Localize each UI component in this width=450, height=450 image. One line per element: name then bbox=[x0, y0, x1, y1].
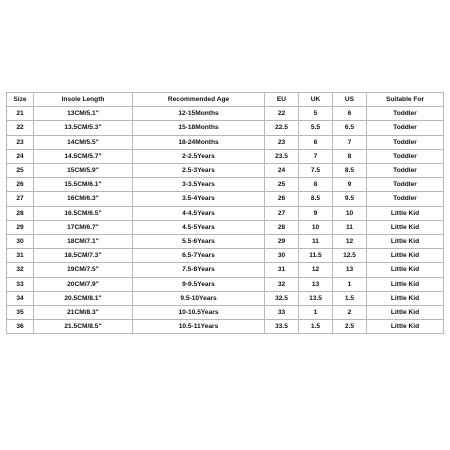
table-row bbox=[7, 178, 444, 192]
insole-length-cell: 19CM/7.5" bbox=[34, 263, 133, 277]
uk-cell: 10 bbox=[299, 220, 333, 234]
recommended-age-cell: 18-24Months bbox=[133, 135, 265, 149]
us-cell: 2.5 bbox=[333, 320, 367, 334]
table-row bbox=[7, 235, 444, 249]
suitable-for-cell: Little Kid bbox=[367, 220, 444, 234]
uk-cell: 9 bbox=[299, 206, 333, 220]
suitable-for-cell: Toddler bbox=[367, 121, 444, 135]
us-cell: 8 bbox=[333, 149, 367, 163]
eu-cell: 23.5 bbox=[265, 149, 299, 163]
table-header-row bbox=[7, 93, 444, 107]
insole-length-cell: 18.5CM/7.3" bbox=[34, 249, 133, 263]
recommended-age-cell: 5.5-6Years bbox=[133, 235, 265, 249]
uk-cell: 7.5 bbox=[299, 164, 333, 178]
eu-cell: 25 bbox=[265, 178, 299, 192]
recommended-age-cell: 9.5-10Years bbox=[133, 291, 265, 305]
us-cell: 10 bbox=[333, 206, 367, 220]
suitable-for-cell: Little Kid bbox=[367, 206, 444, 220]
suitable-for-cell: Toddler bbox=[367, 192, 444, 206]
size-cell: 24 bbox=[7, 149, 34, 163]
suitable-for-cell: Little Kid bbox=[367, 249, 444, 263]
eu-cell: 30 bbox=[265, 249, 299, 263]
suitable-for-cell: Little Kid bbox=[367, 263, 444, 277]
recommended-age-cell: 12-15Months bbox=[133, 107, 265, 121]
us-cell: 11 bbox=[333, 220, 367, 234]
eu-cell: 32.5 bbox=[265, 291, 299, 305]
recommended-age-cell: 10-10.5Years bbox=[133, 306, 265, 320]
size-chart-table bbox=[6, 92, 444, 334]
size-cell: 21 bbox=[7, 107, 34, 121]
uk-cell: 7 bbox=[299, 149, 333, 163]
uk-cell: 12 bbox=[299, 263, 333, 277]
insole-length-cell: 20.5CM/8.1" bbox=[34, 291, 133, 305]
uk-cell: 13 bbox=[299, 277, 333, 291]
recommended-age-cell: 3.5-4Years bbox=[133, 192, 265, 206]
header-insole-length: Insole Length bbox=[34, 93, 133, 107]
eu-cell: 28 bbox=[265, 220, 299, 234]
insole-length-cell: 14.5CM/5.7" bbox=[34, 149, 133, 163]
header-size: Size bbox=[7, 93, 34, 107]
eu-cell: 26 bbox=[265, 192, 299, 206]
insole-length-cell: 13CM/5.1" bbox=[34, 107, 133, 121]
us-cell: 6.5 bbox=[333, 121, 367, 135]
insole-length-cell: 20CM/7.9" bbox=[34, 277, 133, 291]
header-us: US bbox=[333, 93, 367, 107]
header-uk: UK bbox=[299, 93, 333, 107]
us-cell: 12 bbox=[333, 235, 367, 249]
eu-cell: 31 bbox=[265, 263, 299, 277]
recommended-age-cell: 3-3.5Years bbox=[133, 178, 265, 192]
suitable-for-cell: Little Kid bbox=[367, 277, 444, 291]
us-cell: 6 bbox=[333, 107, 367, 121]
us-cell: 7 bbox=[333, 135, 367, 149]
eu-cell: 33 bbox=[265, 306, 299, 320]
suitable-for-cell: Little Kid bbox=[367, 235, 444, 249]
size-cell: 27 bbox=[7, 192, 34, 206]
eu-cell: 22 bbox=[265, 107, 299, 121]
header-suitable-for: Suitable For bbox=[367, 93, 444, 107]
insole-length-cell: 21.5CM/8.5" bbox=[34, 320, 133, 334]
insole-length-cell: 14CM/5.5" bbox=[34, 135, 133, 149]
insole-length-cell: 15CM/5.9" bbox=[34, 164, 133, 178]
table-body bbox=[7, 107, 444, 334]
recommended-age-cell: 2.5-3Years bbox=[133, 164, 265, 178]
table-row bbox=[7, 306, 444, 320]
suitable-for-cell: Little Kid bbox=[367, 291, 444, 305]
size-cell: 32 bbox=[7, 263, 34, 277]
eu-cell: 33.5 bbox=[265, 320, 299, 334]
eu-cell: 23 bbox=[265, 135, 299, 149]
table-row bbox=[7, 107, 444, 121]
recommended-age-cell: 9-9.5Years bbox=[133, 277, 265, 291]
recommended-age-cell: 2-2.5Years bbox=[133, 149, 265, 163]
recommended-age-cell: 7.5-8Years bbox=[133, 263, 265, 277]
size-cell: 23 bbox=[7, 135, 34, 149]
table-row bbox=[7, 277, 444, 291]
size-cell: 34 bbox=[7, 291, 34, 305]
size-cell: 30 bbox=[7, 235, 34, 249]
suitable-for-cell: Little Kid bbox=[367, 306, 444, 320]
uk-cell: 5.5 bbox=[299, 121, 333, 135]
suitable-for-cell: Toddler bbox=[367, 164, 444, 178]
uk-cell: 6 bbox=[299, 135, 333, 149]
size-cell: 36 bbox=[7, 320, 34, 334]
insole-length-cell: 17CM/6.7" bbox=[34, 220, 133, 234]
insole-length-cell: 18CM/7.1" bbox=[34, 235, 133, 249]
header-recommended-age: Recommended Age bbox=[133, 93, 265, 107]
us-cell: 2 bbox=[333, 306, 367, 320]
size-cell: 35 bbox=[7, 306, 34, 320]
suitable-for-cell: Toddler bbox=[367, 178, 444, 192]
eu-cell: 24 bbox=[265, 164, 299, 178]
us-cell: 9.5 bbox=[333, 192, 367, 206]
insole-length-cell: 16CM/6.3" bbox=[34, 192, 133, 206]
table-row bbox=[7, 291, 444, 305]
us-cell: 8.5 bbox=[333, 164, 367, 178]
insole-length-cell: 15.5CM/6.1" bbox=[34, 178, 133, 192]
size-cell: 31 bbox=[7, 249, 34, 263]
uk-cell: 11.5 bbox=[299, 249, 333, 263]
uk-cell: 1.5 bbox=[299, 320, 333, 334]
recommended-age-cell: 4-4.5Years bbox=[133, 206, 265, 220]
us-cell: 1 bbox=[333, 277, 367, 291]
suitable-for-cell: Toddler bbox=[367, 149, 444, 163]
table-row bbox=[7, 192, 444, 206]
table-row bbox=[7, 149, 444, 163]
suitable-for-cell: Little Kid bbox=[367, 320, 444, 334]
insole-length-cell: 16.5CM/6.5" bbox=[34, 206, 133, 220]
table-row bbox=[7, 121, 444, 135]
table-row bbox=[7, 164, 444, 178]
table-row bbox=[7, 220, 444, 234]
table-row bbox=[7, 135, 444, 149]
suitable-for-cell: Toddler bbox=[367, 107, 444, 121]
uk-cell: 11 bbox=[299, 235, 333, 249]
us-cell: 13 bbox=[333, 263, 367, 277]
header-eu: EU bbox=[265, 93, 299, 107]
table-row bbox=[7, 206, 444, 220]
table-row bbox=[7, 320, 444, 334]
eu-cell: 27 bbox=[265, 206, 299, 220]
table-row bbox=[7, 249, 444, 263]
size-cell: 22 bbox=[7, 121, 34, 135]
uk-cell: 1 bbox=[299, 306, 333, 320]
size-cell: 28 bbox=[7, 206, 34, 220]
insole-length-cell: 13.5CM/5.3" bbox=[34, 121, 133, 135]
uk-cell: 8.5 bbox=[299, 192, 333, 206]
recommended-age-cell: 4.5-5Years bbox=[133, 220, 265, 234]
eu-cell: 32 bbox=[265, 277, 299, 291]
size-cell: 26 bbox=[7, 178, 34, 192]
size-cell: 29 bbox=[7, 220, 34, 234]
eu-cell: 29 bbox=[265, 235, 299, 249]
uk-cell: 5 bbox=[299, 107, 333, 121]
uk-cell: 13.5 bbox=[299, 291, 333, 305]
recommended-age-cell: 10.5-11Years bbox=[133, 320, 265, 334]
uk-cell: 8 bbox=[299, 178, 333, 192]
table-row bbox=[7, 263, 444, 277]
size-cell: 33 bbox=[7, 277, 34, 291]
recommended-age-cell: 6.5-7Years bbox=[133, 249, 265, 263]
size-cell: 25 bbox=[7, 164, 34, 178]
suitable-for-cell: Toddler bbox=[367, 135, 444, 149]
us-cell: 12.5 bbox=[333, 249, 367, 263]
eu-cell: 22.5 bbox=[265, 121, 299, 135]
recommended-age-cell: 15-18Months bbox=[133, 121, 265, 135]
us-cell: 9 bbox=[333, 178, 367, 192]
us-cell: 1.5 bbox=[333, 291, 367, 305]
insole-length-cell: 21CM/8.3" bbox=[34, 306, 133, 320]
